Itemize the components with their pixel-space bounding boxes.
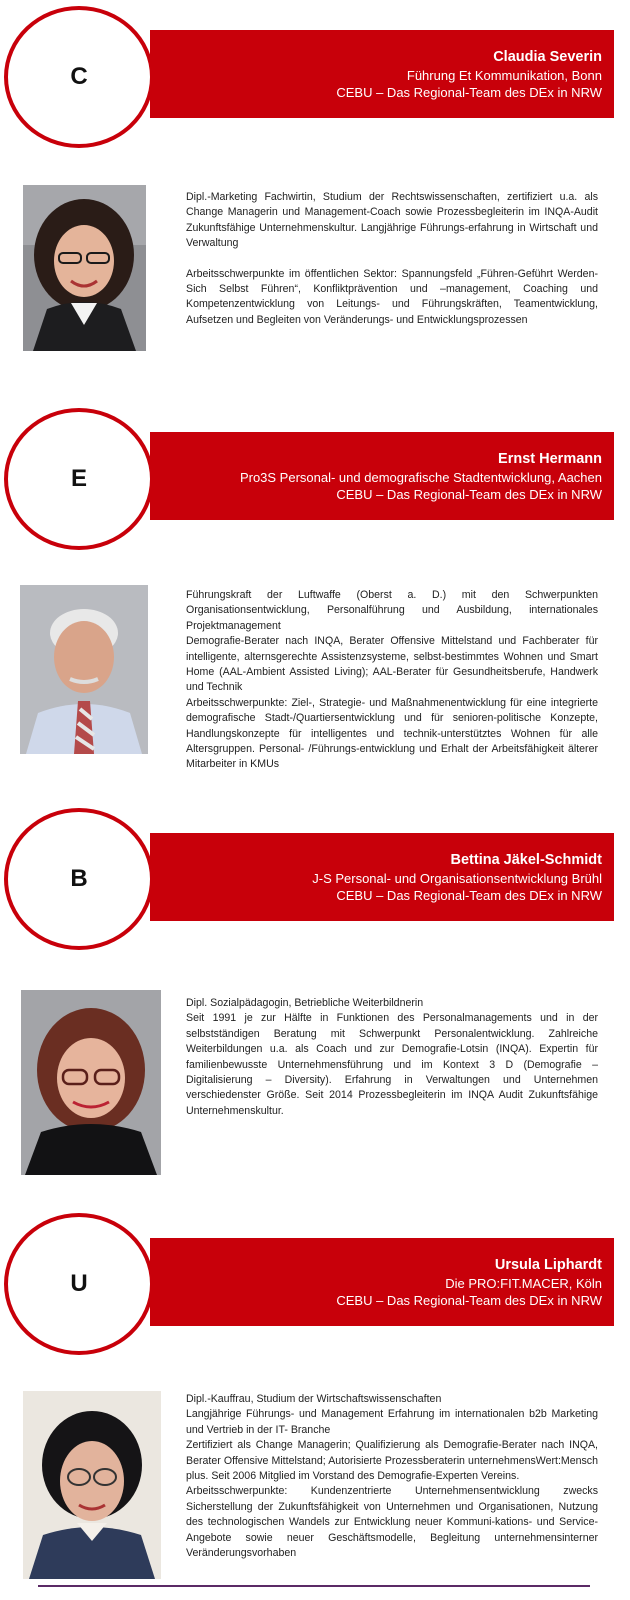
bio-paragraph: Arbeitsschwerpunkte: Kundenzentrierte Unternehmensentwicklung zwecks Sicherstellung der Zukunftsfähigkeit von Unternehmen und Organisationen, Nutzung des technologischen Wandels zur Entwicklung neuer Kommuni-kations- und Service-Angebote sowie neuer Geschäftsmodelle, Begleitung unternehmensinterner Veränderungsvorhaben [186, 1485, 598, 1560]
profile-team: CEBU – Das Regional-Team des DEx in NRW [336, 84, 602, 100]
profile-banner [150, 1238, 614, 1326]
bio-paragraph: Arbeitsschwerpunkte im öffentlichen Sektor: Spannungsfeld „Führen-Geführt Werden-Sich Selbst Führen“, Konfliktprävention und –management, Coaching und Kompetenzentwicklung von Leitungs- und Führungskräften, Teamentwicklung, Aufsetzen und Begleiten von Veränderungs- und Entwicklungsprozessen [186, 267, 598, 326]
portrait-photo [23, 185, 146, 351]
profile-name: Claudia Severin [493, 48, 602, 65]
profile-name: Bettina Jäkel-Schmidt [450, 851, 602, 868]
bio-paragraph: Dipl.-Kauffrau, Studium der Wirtschaftswissenschaften [186, 1393, 442, 1405]
portrait-photo [20, 585, 148, 754]
profile-bio [186, 1392, 598, 1561]
bio-paragraph: Arbeitsschwerpunkte: Ziel-, Strategie- und Maßnahmenentwicklung für eine integrierte demografische Stadt-/Quartiersentwicklung und für senioren-politische Konzepte, Handlungskonzepte für intelligentes und technik-unterstütztes Wohnen für alle Altersgruppen. Personal- /Führungs-entwicklung und Erhalt der Arbeitsfähigkeit älterer Mitarbeiter in KMUs [186, 696, 598, 771]
profile-organization: Führung Et Kommunikation, Bonn [406, 67, 602, 83]
bio-paragraph: Langjährige Führungs- und Management Erfahrung im internationalen b2b Marketing und Vertrieb in der IT- Branche [186, 1408, 598, 1436]
initial-circle: B [4, 808, 154, 950]
profile-organization: J-S Personal- und Organisationsentwicklung Brühl [312, 870, 602, 886]
profile-bio [186, 588, 598, 773]
bio-paragraph: Demografie-Berater nach INQA, Berater Offensive Mittelstand und Fachberater für intelligente, alternsgerechte Assistenzsysteme, selbst-bestimmtes Wohnen und Smart Home (AAL-Ambient Assisted Living); AAL-Berater für Gesundheitsberufe, Handwerk und Technik [186, 635, 598, 694]
profile-team: CEBU – Das Regional-Team des DEx in NRW [336, 887, 602, 903]
initial-circle: E [4, 408, 154, 550]
profile-name: Ursula Liphardt [494, 1256, 602, 1273]
profile-bio [186, 190, 598, 328]
bio-paragraph: Seit 1991 je zur Hälfte in Funktionen des Personalmanagements und in der selbstständigen Beratung mit Schwerpunkt Personalentwicklung. Zahlreiche Weiterbildungen u.a. als Coach und zur Demografie-Lotsin (INQA). Expertin für familienbewusste Unternehmensführung und im Kontext 3 D (Demografie – Digitalisierung – Diversity). Erfahrung in Verwaltungen und Unternehmen verschiedenster Größe. Seit 2014 Prozessbegleiterin im INQA Audit Zukunftsfähige Unternehmenskultur. [186, 1012, 598, 1117]
profile-organization: Die PRO:FIT.MACER, Köln [445, 1275, 602, 1291]
profile-banner [150, 432, 614, 520]
bio-paragraph: Dipl. Sozialpädagogin, Betriebliche Weiterbildnerin [186, 997, 424, 1009]
bio-paragraph: Zertifiziert als Change Managerin; Qualifizierung als Demografie-Berater nach INQA, Berater Offensive Mittelstand; Autorisierte Prozessberaterin unternehmensWert:Mensch plus. Seit 2006 Mitglied im Vorstand des Demografie-Experten Vereins. [186, 1439, 598, 1483]
profile-bio [186, 996, 598, 1119]
profile-banner [150, 833, 614, 921]
portrait-photo [21, 990, 161, 1175]
profile-banner [150, 30, 614, 118]
bio-paragraph: Führungskraft der Luftwaffe (Oberst a. D.) mit den Schwerpunkten Organisationsentwicklung, Personalführung und Ausbildung, internationales Projektmanagement [186, 589, 598, 632]
initial-circle: U [4, 1213, 154, 1355]
profile-team: CEBU – Das Regional-Team des DEx in NRW [336, 1292, 602, 1308]
footer-divider [38, 1585, 590, 1587]
profile-name: Ernst Hermann [498, 450, 602, 467]
portrait-photo [23, 1391, 161, 1579]
profile-team: CEBU – Das Regional-Team des DEx in NRW [336, 486, 602, 502]
profile-organization: Pro3S Personal- und demografische Stadtentwicklung, Aachen [239, 469, 602, 485]
bio-paragraph: Dipl.-Marketing Fachwirtin, Studium der Rechtswissenschaften, zertifiziert u.a. als Change Managerin und Management-Coach sowie Prozessbegleiterin im INQA-Audit Zukunftsfähige Unternehmenskultur. Langjährige Führungs-erfahrung in Wirtschaft und Verwaltung [186, 191, 598, 250]
initial-circle: C [4, 6, 154, 148]
